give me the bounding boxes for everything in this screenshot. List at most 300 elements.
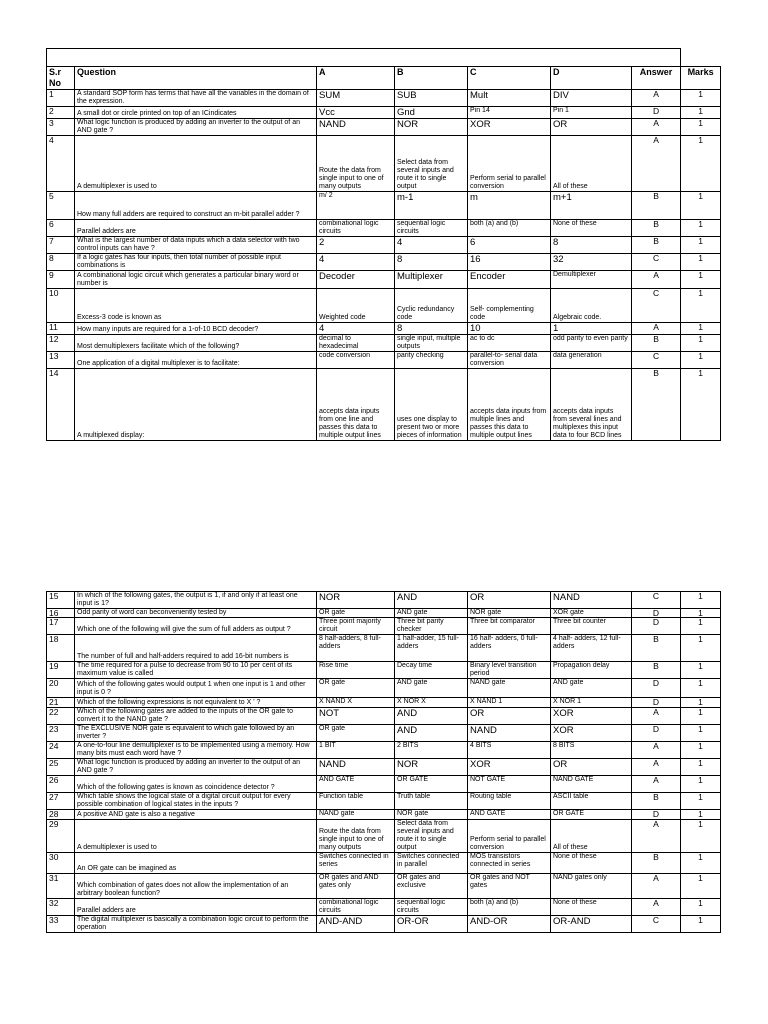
option-b: AND gate — [395, 679, 468, 698]
answer-cell: A — [632, 119, 681, 136]
option-d: Propagation delay — [551, 662, 632, 679]
option-c: 10 — [468, 323, 551, 335]
marks-cell: 1 — [681, 698, 721, 708]
question-text: Which of the following gates is known as coincidence detector ? — [75, 776, 317, 793]
answer-cell: D — [632, 725, 681, 742]
option-b: AND — [395, 708, 468, 725]
option-d: 8 BITS — [551, 742, 632, 759]
option-b: sequential logic circuits — [395, 220, 468, 237]
option-a: Route the data from single input to one of many outputs — [317, 136, 395, 192]
option-c: ac to dc — [468, 335, 551, 352]
option-b: Truth table — [395, 793, 468, 810]
header-sr-no: S.r No — [47, 67, 75, 90]
option-c: both (a) and (b) — [468, 220, 551, 237]
table-row — [47, 874, 721, 899]
question-table-2 — [46, 591, 721, 933]
blank-row — [47, 49, 721, 67]
option-c: 4 BITS — [468, 742, 551, 759]
question-text: What logic function is produced by adding an inverter to the output of an AND gate ? — [75, 119, 317, 136]
option-a: Rise time — [317, 662, 395, 679]
table-2-body — [47, 592, 721, 933]
option-d: None of these — [551, 899, 632, 916]
table-1-body — [47, 90, 721, 441]
table-row — [47, 335, 721, 352]
option-d: XOR — [551, 708, 632, 725]
marks-cell: 1 — [681, 820, 721, 853]
answer-cell: A — [632, 776, 681, 793]
option-a: 1 BIT — [317, 742, 395, 759]
option-d: AND gate — [551, 679, 632, 698]
option-b: 8 — [395, 323, 468, 335]
answer-cell: D — [632, 698, 681, 708]
question-text: Parallel adders are — [75, 899, 317, 916]
option-b: Select data from several inputs and route it to single output — [395, 136, 468, 192]
option-a: Switches connected in series — [317, 853, 395, 874]
marks-cell: 1 — [681, 759, 721, 776]
table-row — [47, 916, 721, 933]
row-number: 30 — [47, 853, 75, 874]
answer-cell: C — [632, 352, 681, 369]
option-c: NOT GATE — [468, 776, 551, 793]
marks-cell: 1 — [681, 618, 721, 635]
table-row — [47, 254, 721, 271]
option-d: DIV — [551, 90, 632, 107]
row-number: 19 — [47, 662, 75, 679]
question-text: How many inputs are required for a 1-of-10 BCD decoder? — [75, 323, 317, 335]
row-number: 20 — [47, 679, 75, 698]
question-text: A demultiplexer is used to — [75, 136, 317, 192]
option-b: AND — [395, 725, 468, 742]
option-c: Perform serial to parallel conversion — [468, 136, 551, 192]
row-number: 7 — [47, 237, 75, 254]
option-d: Algebraic code. — [551, 289, 632, 323]
answer-cell: B — [632, 335, 681, 352]
table-row — [47, 725, 721, 742]
option-a: NOR — [317, 592, 395, 609]
answer-cell: D — [632, 679, 681, 698]
answer-cell: B — [632, 220, 681, 237]
marks-cell: 1 — [681, 662, 721, 679]
option-b: Gnd — [395, 107, 468, 119]
option-d: 1 — [551, 323, 632, 335]
marks-cell: 1 — [681, 742, 721, 759]
question-text: Which of the following gates would output 1 when one input is 1 and other input is 0 ? — [75, 679, 317, 698]
option-c: NOR gate — [468, 609, 551, 618]
row-number: 29 — [47, 820, 75, 853]
question-text: Which of the following expressions is not equivalent to X ' ? — [75, 698, 317, 708]
option-c: Mult — [468, 90, 551, 107]
question-table-1-wrapper — [46, 48, 720, 441]
question-text: The EXCLUSIVE NOR gate is equivalent to which gate followed by an inverter ? — [75, 725, 317, 742]
marks-cell: 1 — [681, 916, 721, 933]
row-number: 24 — [47, 742, 75, 759]
marks-cell: 1 — [681, 271, 721, 289]
option-b: NOR gate — [395, 810, 468, 820]
option-d: data generation — [551, 352, 632, 369]
option-a: Decoder — [317, 271, 395, 289]
option-d: OR — [551, 759, 632, 776]
question-text: One application of a digital multiplexer is to facilitate: — [75, 352, 317, 369]
option-c: XOR — [468, 119, 551, 136]
option-d: m+1 — [551, 192, 632, 220]
option-b: SUB — [395, 90, 468, 107]
option-d: XOR — [551, 725, 632, 742]
table-row — [47, 853, 721, 874]
table-row — [47, 107, 721, 119]
table-row — [47, 698, 721, 708]
marks-cell: 1 — [681, 192, 721, 220]
option-b: Multiplexer — [395, 271, 468, 289]
option-c: 16 half- adders, 0 full- adders — [468, 635, 551, 662]
option-c: m — [468, 192, 551, 220]
table-row — [47, 708, 721, 725]
table-row — [47, 662, 721, 679]
option-b: AND gate — [395, 609, 468, 618]
marks-cell: 1 — [681, 107, 721, 119]
answer-cell: A — [632, 759, 681, 776]
row-number: 16 — [47, 609, 75, 618]
option-d: All of these — [551, 820, 632, 853]
table-row — [47, 810, 721, 820]
option-d: None of these — [551, 220, 632, 237]
marks-cell: 1 — [681, 810, 721, 820]
option-a: combinational logic circuits — [317, 899, 395, 916]
question-text: A demultiplexer is used to — [75, 820, 317, 853]
row-number: 3 — [47, 119, 75, 136]
marks-cell: 1 — [681, 874, 721, 899]
option-a: 8 half-adders, 8 full-adders — [317, 635, 395, 662]
option-d: OR GATE — [551, 810, 632, 820]
row-number: 27 — [47, 793, 75, 810]
table-row — [47, 820, 721, 853]
option-b: 1 half-adder, 15 full- adders — [395, 635, 468, 662]
option-a: OR gates and AND gates only — [317, 874, 395, 899]
marks-cell: 1 — [681, 352, 721, 369]
table-row — [47, 289, 721, 323]
question-text: Which of the following gates are added to the inputs of the OR gate to convert it to the NAND gate ? — [75, 708, 317, 725]
option-a: AND GATE — [317, 776, 395, 793]
option-b: Select data from several inputs and route it to single output — [395, 820, 468, 853]
question-text: A one-to-four line demultiplexer is to be implemented using a memory. How many bits must each word have ? — [75, 742, 317, 759]
option-a: 4 — [317, 254, 395, 271]
answer-cell: B — [632, 369, 681, 441]
option-b: OR GATE — [395, 776, 468, 793]
answer-cell: C — [632, 916, 681, 933]
question-text: In which of the following gates, the output is 1, if and only if at least one input is 1? — [75, 592, 317, 609]
option-a: Function table — [317, 793, 395, 810]
header-d: D — [551, 67, 632, 90]
table-row — [47, 352, 721, 369]
answer-cell: A — [632, 136, 681, 192]
row-number: 25 — [47, 759, 75, 776]
option-c: Binary level transition period — [468, 662, 551, 679]
option-d: odd parity to even parity — [551, 335, 632, 352]
table-row — [47, 635, 721, 662]
marks-cell: 1 — [681, 335, 721, 352]
option-d: XOR gate — [551, 609, 632, 618]
answer-cell: C — [632, 254, 681, 271]
header-question: Question — [75, 67, 317, 90]
row-number: 18 — [47, 635, 75, 662]
option-c: Perform serial to parallel conversion — [468, 820, 551, 853]
option-c: Self- complementing code — [468, 289, 551, 323]
marks-cell: 1 — [681, 708, 721, 725]
marks-cell: 1 — [681, 793, 721, 810]
option-c: NAND gate — [468, 679, 551, 698]
table-row — [47, 759, 721, 776]
option-d: Three bit counter — [551, 618, 632, 635]
row-number: 12 — [47, 335, 75, 352]
answer-cell: B — [632, 237, 681, 254]
question-text: Parallel adders are — [75, 220, 317, 237]
table-row — [47, 237, 721, 254]
option-d: None of these — [551, 853, 632, 874]
row-number: 13 — [47, 352, 75, 369]
option-a: NAND — [317, 759, 395, 776]
option-a: SUM — [317, 90, 395, 107]
option-d: OR — [551, 119, 632, 136]
header-a: A — [317, 67, 395, 90]
option-b: Switches connected in parallel — [395, 853, 468, 874]
question-text: Which one of the following will give the sum of full adders as output ? — [75, 618, 317, 635]
marks-cell: 1 — [681, 323, 721, 335]
table-row — [47, 793, 721, 810]
option-a: 2 — [317, 237, 395, 254]
question-text: An OR gate can be imagined as — [75, 853, 317, 874]
option-c: MOS transistors connected in series — [468, 853, 551, 874]
answer-cell: A — [632, 742, 681, 759]
row-number: 17 — [47, 618, 75, 635]
option-a: 4 — [317, 323, 395, 335]
table-row — [47, 90, 721, 107]
row-number: 2 — [47, 107, 75, 119]
question-text: What is the largest number of data inputs which a data selector with two control inputs can have ? — [75, 237, 317, 254]
option-a: NOT — [317, 708, 395, 725]
option-c: parallel-to- serial data conversion — [468, 352, 551, 369]
option-c: AND GATE — [468, 810, 551, 820]
marks-cell: 1 — [681, 220, 721, 237]
row-number: 22 — [47, 708, 75, 725]
marks-cell: 1 — [681, 899, 721, 916]
question-text: The digital multiplexer is basically a combination logic circuit to perform the operation — [75, 916, 317, 933]
option-a: m/ 2 — [317, 192, 395, 220]
option-c: Pin 14 — [468, 107, 551, 119]
row-number: 4 — [47, 136, 75, 192]
option-d: 32 — [551, 254, 632, 271]
question-table-2-wrapper — [46, 591, 720, 933]
option-a: accepts data inputs from one line and passes this data to multiple output lines — [317, 369, 395, 441]
answer-cell: A — [632, 899, 681, 916]
answer-cell: B — [632, 853, 681, 874]
question-table-1 — [46, 48, 721, 441]
option-b: NOR — [395, 759, 468, 776]
question-text: Which table shows the logical state of a digital circuit output for every possible combination of logical states in the inputs ? — [75, 793, 317, 810]
option-a: Vcc — [317, 107, 395, 119]
row-number: 11 — [47, 323, 75, 335]
answer-cell: A — [632, 271, 681, 289]
answer-cell: A — [632, 708, 681, 725]
option-a: OR gate — [317, 609, 395, 618]
table-row — [47, 192, 721, 220]
option-b: Three bit parity checker — [395, 618, 468, 635]
option-d: OR-AND — [551, 916, 632, 933]
question-text: A combinational logic circuit which generates a particular binary word or number is — [75, 271, 317, 289]
option-c: X NAND 1 — [468, 698, 551, 708]
option-d: 4 half- adders, 12 full-adders — [551, 635, 632, 662]
row-number: 9 — [47, 271, 75, 289]
option-a: X NAND X — [317, 698, 395, 708]
marks-cell: 1 — [681, 776, 721, 793]
header-marks: Marks — [681, 67, 721, 90]
table-row — [47, 609, 721, 618]
option-a: OR gate — [317, 679, 395, 698]
option-b: 2 BITS — [395, 742, 468, 759]
row-number: 31 — [47, 874, 75, 899]
question-text: Odd parity of word can beconveniently tested by — [75, 609, 317, 618]
row-number: 8 — [47, 254, 75, 271]
option-b: OR-OR — [395, 916, 468, 933]
table-header-row — [47, 67, 721, 90]
marks-cell: 1 — [681, 254, 721, 271]
header-c: C — [468, 67, 551, 90]
option-a: combinational logic circuits — [317, 220, 395, 237]
answer-cell: D — [632, 810, 681, 820]
option-a: NAND gate — [317, 810, 395, 820]
question-text: Most demultiplexers facilitate which of the following? — [75, 335, 317, 352]
marks-cell: 1 — [681, 679, 721, 698]
option-a: decimal to hexadecimal — [317, 335, 395, 352]
option-a: code conversion — [317, 352, 395, 369]
option-d: Demultiplexer — [551, 271, 632, 289]
question-text: A positive AND gate is also a negative — [75, 810, 317, 820]
answer-cell: D — [632, 107, 681, 119]
option-d: X NOR 1 — [551, 698, 632, 708]
marks-cell: 1 — [681, 237, 721, 254]
marks-cell: 1 — [681, 136, 721, 192]
option-d: NAND gates only — [551, 874, 632, 899]
marks-cell: 1 — [681, 90, 721, 107]
marks-cell: 1 — [681, 592, 721, 609]
option-c: accepts data inputs from multiple lines and passes this data to multiple output lines — [468, 369, 551, 441]
row-number: 15 — [47, 592, 75, 609]
answer-cell: B — [632, 793, 681, 810]
option-c: OR gates and NOT gates — [468, 874, 551, 899]
answer-cell: A — [632, 323, 681, 335]
option-b: 4 — [395, 237, 468, 254]
option-b: uses one display to present two or more pieces of information — [395, 369, 468, 441]
option-b: OR gates and exclusive — [395, 874, 468, 899]
table-row — [47, 119, 721, 136]
row-number: 33 — [47, 916, 75, 933]
option-c: XOR — [468, 759, 551, 776]
marks-cell: 1 — [681, 289, 721, 323]
marks-cell: 1 — [681, 119, 721, 136]
option-c: OR — [468, 592, 551, 609]
option-a: NAND — [317, 119, 395, 136]
question-text: The number of full and half-adders required to add 16-bit numbers is — [75, 635, 317, 662]
table-row — [47, 136, 721, 192]
option-a: Three point majority circuit — [317, 618, 395, 635]
row-number: 5 — [47, 192, 75, 220]
marks-cell: 1 — [681, 609, 721, 618]
answer-cell: C — [632, 289, 681, 323]
option-c: OR — [468, 708, 551, 725]
question-text: A standard SOP form has terms that have all the variables in the domain of the expression. — [75, 90, 317, 107]
answer-cell: A — [632, 874, 681, 899]
marks-cell: 1 — [681, 369, 721, 441]
option-d: NAND — [551, 592, 632, 609]
row-number: 28 — [47, 810, 75, 820]
row-number: 1 — [47, 90, 75, 107]
option-d: accepts data inputs from several lines and multiplexes this input data to four BCD lines — [551, 369, 632, 441]
row-number: 6 — [47, 220, 75, 237]
answer-cell: B — [632, 635, 681, 662]
marks-cell: 1 — [681, 725, 721, 742]
row-number: 14 — [47, 369, 75, 441]
option-b: AND — [395, 592, 468, 609]
marks-cell: 1 — [681, 853, 721, 874]
option-b: sequential logic circuits — [395, 899, 468, 916]
option-b: m-1 — [395, 192, 468, 220]
row-number: 21 — [47, 698, 75, 708]
option-b: parity checking — [395, 352, 468, 369]
row-number: 32 — [47, 899, 75, 916]
answer-cell: A — [632, 820, 681, 853]
table-row — [47, 742, 721, 759]
table-row — [47, 323, 721, 335]
option-d: Pin 1 — [551, 107, 632, 119]
option-c: Encoder — [468, 271, 551, 289]
answer-cell: D — [632, 618, 681, 635]
option-c: 6 — [468, 237, 551, 254]
answer-cell: B — [632, 192, 681, 220]
option-a: AND-AND — [317, 916, 395, 933]
header-b: B — [395, 67, 468, 90]
option-a: Route the data from single input to one of many outputs — [317, 820, 395, 853]
option-d: 8 — [551, 237, 632, 254]
option-b: Cyclic redundancy code — [395, 289, 468, 323]
table-row — [47, 776, 721, 793]
option-d: All of these — [551, 136, 632, 192]
table-row — [47, 592, 721, 609]
answer-cell: B — [632, 662, 681, 679]
question-text: The time required for a pulse to decrease from 90 to 10 per cent of its maximum value is called — [75, 662, 317, 679]
question-text: A multiplexed display: — [75, 369, 317, 441]
table-row — [47, 679, 721, 698]
option-c: Three bit comparator — [468, 618, 551, 635]
option-b: 8 — [395, 254, 468, 271]
question-text: If a logic gates has four inputs, then total number of possible input combinations is — [75, 254, 317, 271]
answer-cell: D — [632, 609, 681, 618]
option-c: Routing table — [468, 793, 551, 810]
blank-cell — [681, 49, 721, 67]
option-b: NOR — [395, 119, 468, 136]
question-text: Which combination of gates does not allow the implementation of an arbitrary boolean function? — [75, 874, 317, 899]
option-c: NAND — [468, 725, 551, 742]
question-text: What logic function is produced by adding an inverter to the output of an AND gate ? — [75, 759, 317, 776]
table-row — [47, 271, 721, 289]
blank-cell — [47, 49, 681, 67]
option-d: NAND GATE — [551, 776, 632, 793]
header-answer: Answer — [632, 67, 681, 90]
option-a: OR gate — [317, 725, 395, 742]
answer-cell: A — [632, 90, 681, 107]
table-row — [47, 618, 721, 635]
question-text: How many full adders are required to construct an m-bit parallel adder ? — [75, 192, 317, 220]
row-number: 26 — [47, 776, 75, 793]
row-number: 23 — [47, 725, 75, 742]
option-b: Decay time — [395, 662, 468, 679]
